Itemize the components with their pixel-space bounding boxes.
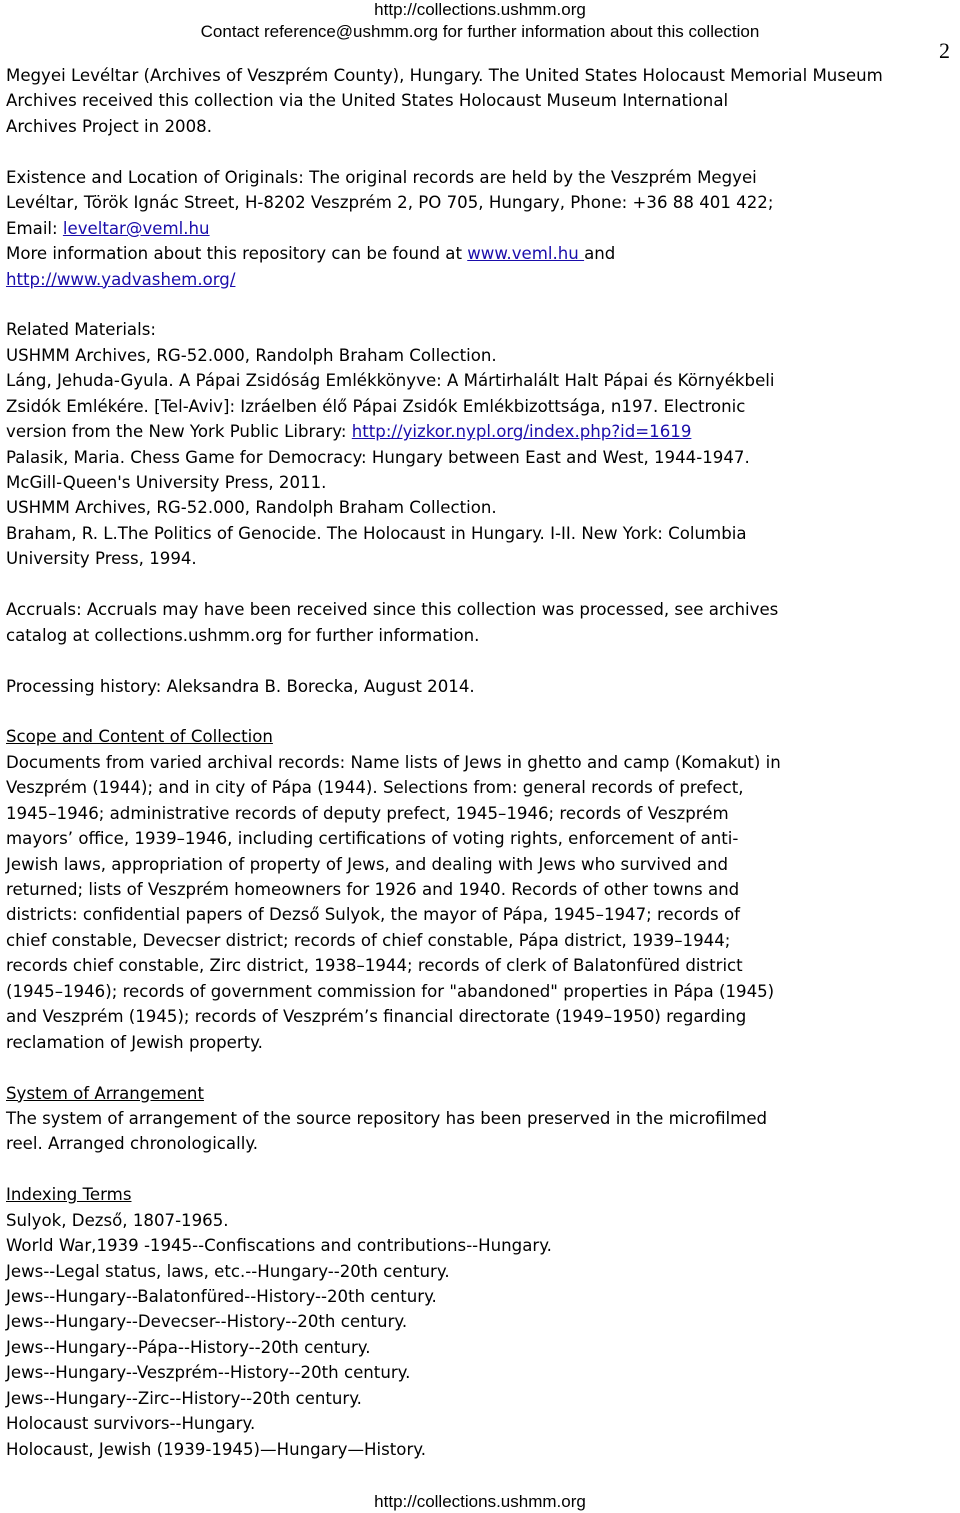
originals-line: Existence and Location of Originals: The original records are held by the Veszprém Megyei <box>6 167 757 187</box>
scope-line: 1945–1946; administrative records of deputy prefect, 1945–1946; records of Veszprém <box>6 803 729 823</box>
header-contact: Contact reference@ushmm.org for further information about this collection <box>200 22 760 41</box>
scope-line: mayors’ office, 1939–1946, including certifications of voting rights, enforcement of anti- <box>6 829 739 849</box>
processing-history: Processing history: Aleksandra B. Borecka, August 2014. <box>6 676 475 696</box>
originals-line: Levéltar, Török Ignác Street, H-8202 Veszprém 2, PO 705, Hungary, Phone: +36 88 401 422; <box>6 193 774 213</box>
yizkor-link[interactable]: http://yizkor.nypl.org/index.php?id=1619 <box>351 422 692 442</box>
scope-line: Veszprém (1944); and in city of Pápa (1944). Selections from: general records of prefect, <box>6 778 744 798</box>
intro-line: Megyei Levéltar (Archives of Veszprém County), Hungary. The United States Holocaust Memorial Museum <box>6 66 883 85</box>
indexing-term: Jews--Legal status, laws, etc.--Hungary--20th century. <box>6 1261 450 1281</box>
indexing-term: Jews--Hungary--Balatonfüred--History--20th century. <box>6 1287 437 1306</box>
arrangement-heading: System of Arrangement <box>6 1083 204 1103</box>
header-url: http://collections.ushmm.org <box>374 0 586 19</box>
indexing-term: Holocaust, Jewish (1939-1945)—Hungary—History. <box>6 1439 427 1459</box>
scope-line: chief constable, Devecser district; records of chief constable, Pápa district, 1939–1944; <box>6 930 731 950</box>
email-link[interactable]: leveltar@veml.hu <box>62 218 210 238</box>
scope-line: reclamation of Jewish property. <box>6 1032 263 1052</box>
related-line: USHMM Archives, RG-52.000, Randolph Braham Collection. <box>6 498 497 518</box>
indexing-term: Jews--Hungary--Veszprém--History--20th century. <box>6 1363 411 1383</box>
accruals-line: Accruals: Accruals may have been received since this collection was processed, see archives <box>6 600 779 620</box>
and-text: and <box>584 244 616 264</box>
scope-line: and Veszprém (1945); records of Veszprém’s financial directorate (1949–1950) regarding <box>6 1007 747 1027</box>
indexing-term: Sulyok, Dezső, 1807-1965. <box>6 1210 229 1230</box>
intro-line: Archives received this collection via the United States Holocaust Museum International <box>6 91 729 111</box>
scope-line: (1945–1946); records of government commission for "abandoned" properties in Pápa (1945) <box>6 981 775 1001</box>
related-line: Palasik, Maria. Chess Game for Democracy: Hungary between East and West, 1944-1947. <box>6 447 750 467</box>
yadvashem-link[interactable]: http://www.yadvashem.org/ <box>6 269 236 289</box>
footer-url: http://collections.ushmm.org <box>374 1492 586 1511</box>
document-body <box>6 63 906 1462</box>
scope-heading: Scope and Content of Collection <box>6 727 273 747</box>
indexing-term: Jews--Hungary--Zirc--History--20th century. <box>6 1388 362 1408</box>
related-line: Zsidók Emlékére. [Tel-Aviv]: Izráelben élő Pápai Zsidók Emlékbizottsága, n197. Electronic <box>6 396 746 416</box>
arrangement-line: reel. Arranged chronologically. <box>6 1134 259 1154</box>
indexing-term: Holocaust survivors--Hungary. <box>6 1414 256 1434</box>
veml-link[interactable]: www.veml.hu <box>467 244 585 264</box>
yadvashem-line <box>6 267 906 292</box>
more-info-text: More information about this repository can be found at <box>6 244 468 264</box>
scope-line: Documents from varied archival records: Name lists of Jews in ghetto and camp (Komakut) in <box>6 752 781 772</box>
indexing-term: Jews--Hungary--Devecser--History--20th century. <box>6 1312 408 1332</box>
related-heading: Related Materials: <box>6 320 156 340</box>
arrangement-line: The system of arrangement of the source repository has been preserved in the microfilmed <box>6 1108 768 1128</box>
originals-email-line <box>6 216 906 241</box>
related-line: USHMM Archives, RG-52.000, Randolph Braham Collection. <box>6 345 497 365</box>
related-line: McGill-Queen's University Press, 2011. <box>6 473 327 492</box>
more-info-line <box>6 241 906 266</box>
indexing-term: World War,1939 -1945--Confiscations and contributions--Hungary. <box>6 1236 552 1256</box>
scope-line: returned; lists of Veszprém homeowners for 1926 and 1940. Records of other towns and <box>6 880 740 899</box>
version-text: version from the New York Public Library: <box>6 422 352 442</box>
related-line: Braham, R. L.The Politics of Genocide. The Holocaust in Hungary. I-II. New York: Columbia <box>6 523 747 543</box>
related-version-line <box>6 419 906 444</box>
intro-line: Archives Project in 2008. <box>6 116 212 136</box>
related-line: University Press, 1994. <box>6 549 197 569</box>
scope-line: districts: confidential papers of Dezső Sulyok, the mayor of Pápa, 1945–1947; records of <box>6 905 740 925</box>
scope-line: Jewish laws, appropriation of property of Jews, and dealing with Jews who survived and <box>6 854 729 874</box>
related-line: Láng, Jehuda-Gyula. A Pápai Zsidóság Emlékkönyve: A Mártirhalált Halt Pápai és Környékbeli <box>6 371 775 391</box>
scope-line: records chief constable, Zirc district, 1938–1944; records of clerk of Balatonfüred district <box>6 956 743 976</box>
indexing-heading: Indexing Terms <box>6 1185 132 1205</box>
page-number: 2 <box>939 38 950 63</box>
indexing-term: Jews--Hungary--Pápa--History--20th century. <box>6 1337 371 1357</box>
accruals-line: catalog at collections.ushmm.org for further information. <box>6 625 480 645</box>
email-label: Email: <box>6 218 63 238</box>
